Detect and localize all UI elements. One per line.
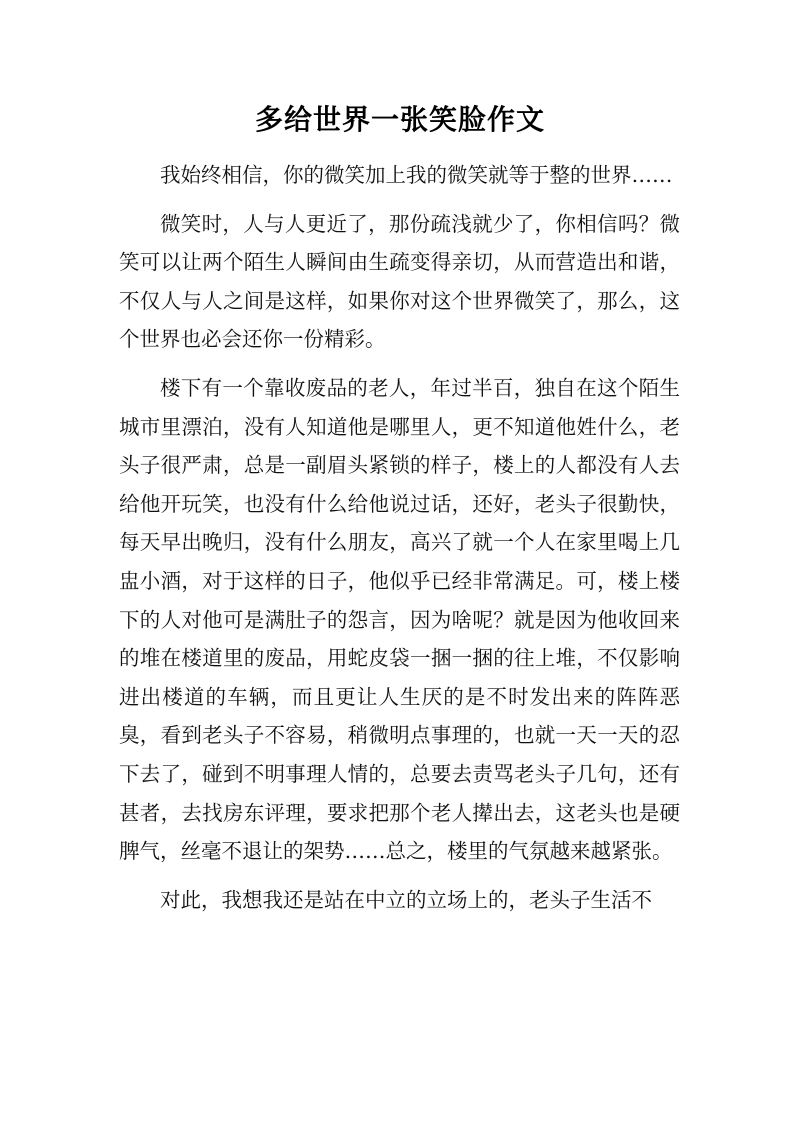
paragraph-stance: 对此，我想我还是站在中立的立场上的，老头子生活不 [160,887,652,912]
paragraph-intro: 我始终相信，你的微笑加上我的微笑就等于整的世界…… [160,163,673,187]
paragraph-old-man: 楼下有一个靠收废品的老人，年过半百，独自在这个陌生城市里漂泊，没有人知道他是哪里人，更不知道他姓什么，老头子很严肃，总是一副眉头紧锁的样子，楼上的人都没有人去给他开玩笑，也没有什么给他说过话，还好，老头子很勤快，每天早出晚归，没有什么朋友，高兴了就一个人在家里喝上几盅小酒，对于这样的日子，他似乎已经非常满足。可，楼上楼下的人对他可是满肚子的怨言，因为啥呢？就是因为他收回来的堆在楼道里的废品，用蛇皮袋一捆一捆的往上堆，不仅影响进出楼道的车辆，而且更让人生厌的是不时发出来的阵阵恶臭，看到老头子不容易，稍微明点事理的，也就一天一天的忍下去了，碰到不明事理人情的，总要去责骂老头子几句，还有甚者，去找房东评理，要求把那个老人撵出去，这老头也是硬脾气，丝毫不退让的架势……总之，楼里的气氛越来越紧张。 [119,375,680,864]
paragraph-smile: 微笑时，人与人更近了，那份疏浅就少了，你相信吗？微笑可以让两个陌生人瞬间由生疏变得亲切，从而营造出和谐，不仅人与人之间是这样，如果你对这个世界微笑了，那么，这个世界也必会还你一份精彩。 [119,211,680,352]
document-body [119,156,680,929]
document-title: 多给世界一张笑脸作文 [254,103,545,136]
